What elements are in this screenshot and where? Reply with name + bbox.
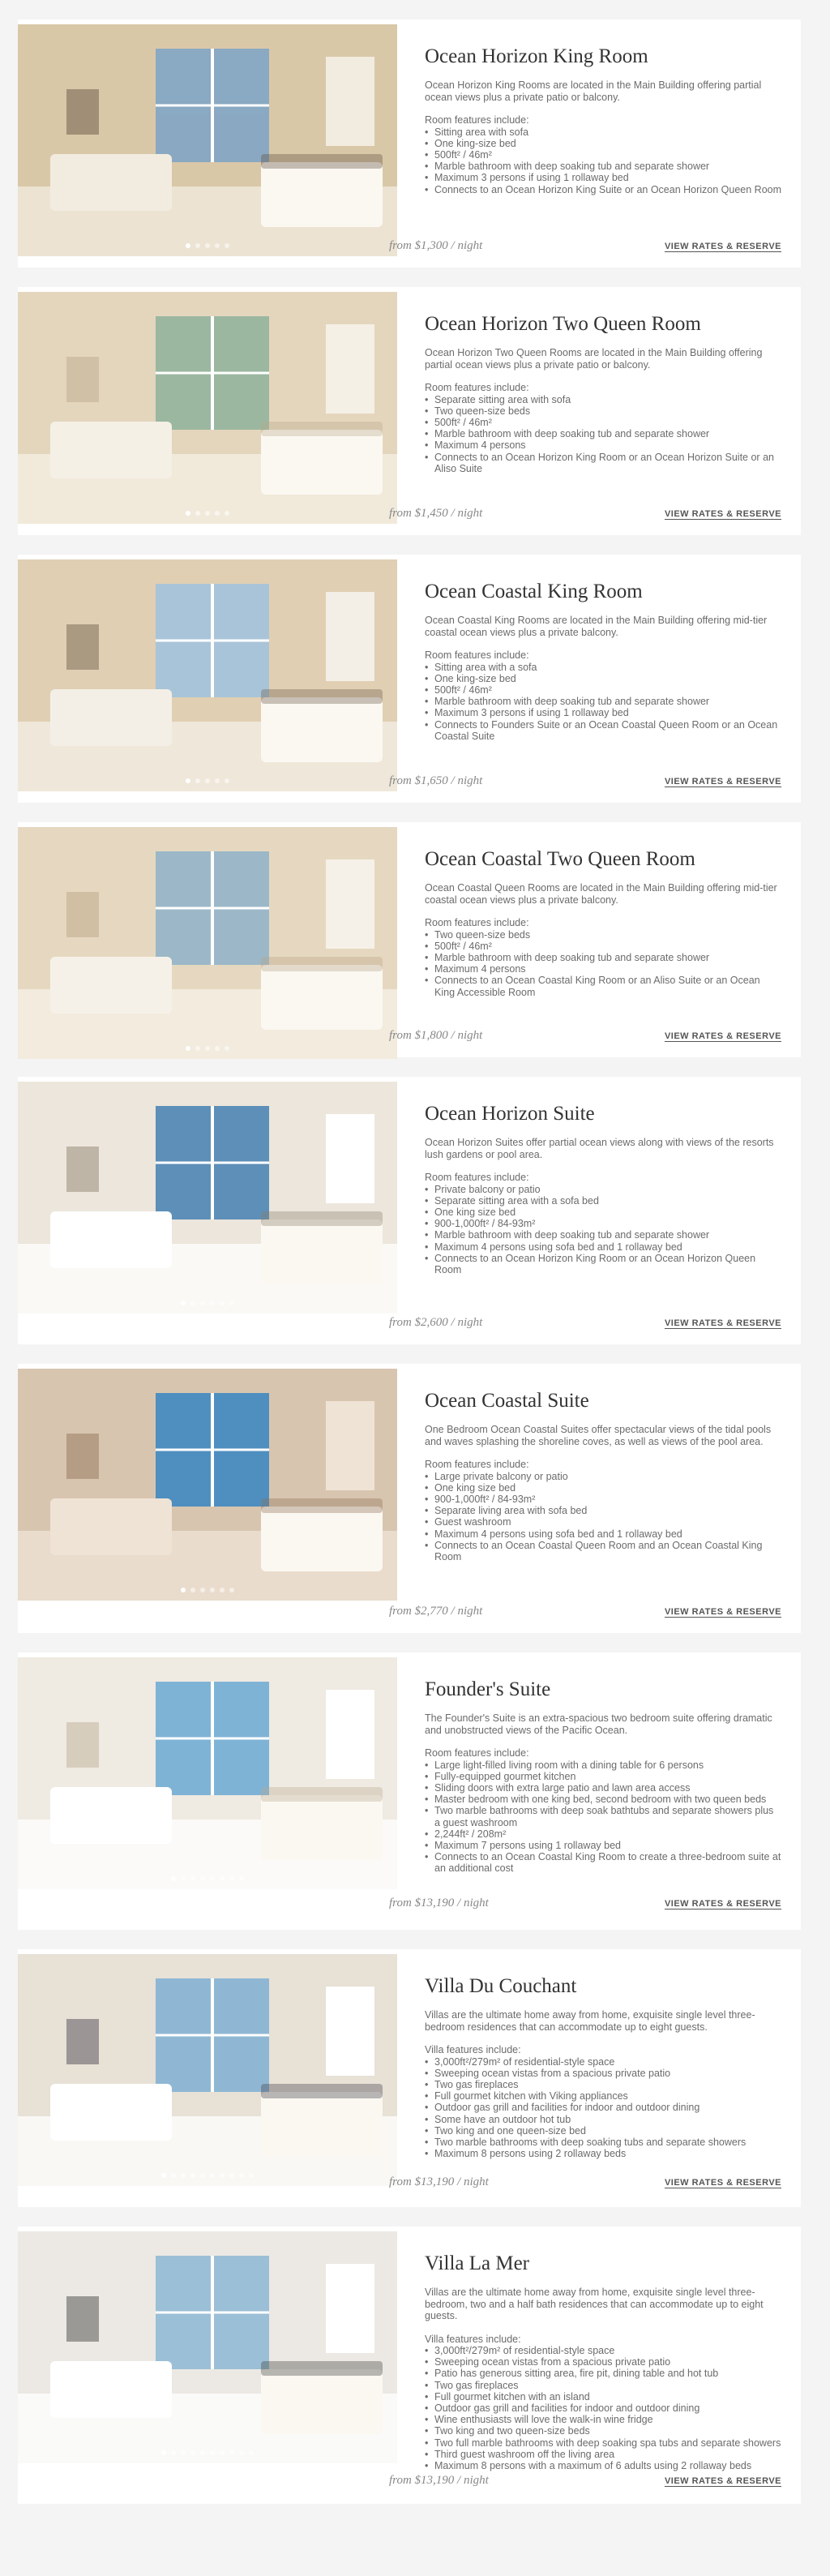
view-rates-reserve-link[interactable]: VIEW RATES & RESERVE — [664, 508, 781, 519]
room-photo[interactable] — [18, 24, 397, 256]
room-description: Villas are the ultimate home away from home, exquisite single level three-bedroom, two and a half bath residences that can accommodate up to eight guests. — [425, 2287, 764, 2321]
feature-item: • Two king and two queen-size beds — [425, 2425, 781, 2437]
room-details — [389, 1652, 801, 1930]
room-gallery[interactable] — [18, 1949, 397, 2207]
carousel-dot[interactable] — [229, 2173, 234, 2178]
room-list — [0, 19, 830, 2504]
carousel-dot[interactable] — [249, 2450, 254, 2455]
carousel-dot[interactable] — [190, 1301, 195, 1305]
feature-item: • Two gas fireplaces — [425, 2079, 781, 2090]
room-details — [389, 1949, 801, 2207]
carousel-dots[interactable] — [18, 1301, 397, 1305]
room-title: Villa La Mer — [425, 2252, 530, 2274]
room-price: from $1,800 / night — [389, 1029, 483, 1042]
carousel-dot[interactable] — [210, 1588, 215, 1592]
view-rates-reserve-link[interactable]: VIEW RATES & RESERVE — [664, 1031, 781, 1041]
room-description: The Founder's Suite is an extra-spacious two bedroom suite offering dramatic and unobstructed views of the Pacific Ocean. — [425, 1712, 772, 1736]
room-price: from $1,300 / night — [389, 239, 483, 252]
room-description: Ocean Coastal Queen Rooms are located in the Main Building offering mid-tier coastal ocean views plus a private balcony. — [425, 882, 777, 906]
feature-item: • Marble bathroom with deep soaking tub and separate shower — [425, 696, 781, 707]
carousel-dot[interactable] — [225, 1046, 229, 1051]
carousel-dot[interactable] — [200, 1876, 205, 1881]
room-photo[interactable] — [18, 1082, 397, 1314]
room-details — [389, 19, 801, 268]
room-photo-illustration — [18, 2231, 397, 2463]
feature-item: • Wine enthusiasts will love the walk-in wine fridge — [425, 2414, 781, 2425]
carousel-dot[interactable] — [190, 2173, 195, 2178]
carousel-dot[interactable] — [215, 778, 220, 783]
features-list — [425, 1471, 781, 1563]
carousel-dots[interactable] — [18, 1046, 397, 1051]
carousel-dot[interactable] — [161, 2173, 166, 2178]
feature-item: • Two king and one queen-size bed — [425, 2125, 781, 2137]
feature-item: • Maximum 8 persons using 2 rollaway beds — [425, 2148, 781, 2159]
features-heading: Room features include: — [425, 1747, 529, 1759]
carousel-dot[interactable] — [195, 778, 200, 783]
feature-item: • Large light-filled living room with a dining table for 6 persons — [425, 1759, 781, 1771]
feature-item: • 500ft² / 46m² — [425, 941, 781, 952]
features-list — [425, 2345, 781, 2471]
room-footer — [389, 1029, 801, 1043]
room-footer — [389, 2175, 801, 2189]
room-photo-illustration — [18, 1082, 397, 1314]
feature-item: • Sitting area with a sofa — [425, 662, 781, 673]
room-photo[interactable] — [18, 1369, 397, 1601]
room-card — [18, 1949, 801, 2207]
feature-item: • Maximum 7 persons using 1 rollaway bed — [425, 1840, 781, 1851]
feature-item: • Separate sitting area with sofa — [425, 394, 781, 405]
feature-item: • Maximum 3 persons if using 1 rollaway bed — [425, 172, 781, 183]
carousel-dot[interactable] — [200, 1588, 205, 1592]
feature-item: • Guest washroom — [425, 1516, 781, 1528]
carousel-dot[interactable] — [210, 1876, 215, 1881]
feature-item: • Separate sitting area with a sofa bed — [425, 1195, 781, 1207]
features-heading: Villa features include: — [425, 2333, 521, 2345]
feature-item: • Outdoor gas grill and facilities for indoor and outdoor dining — [425, 2402, 781, 2414]
room-details — [389, 287, 801, 535]
room-price: from $2,770 / night — [389, 1605, 483, 1618]
feature-item: • Private balcony or patio — [425, 1184, 781, 1195]
room-footer — [389, 2474, 801, 2488]
carousel-dot[interactable] — [220, 1876, 225, 1881]
feature-item: • Maximum 4 persons — [425, 439, 781, 451]
room-price: from $13,190 / night — [389, 2474, 489, 2487]
feature-item: • Two marble bathrooms with deep soak bathtubs and separate showers plus a guest washroom — [425, 1805, 781, 1828]
carousel-dot[interactable] — [195, 1046, 200, 1051]
feature-item: • Third guest washroom off the living area — [425, 2449, 781, 2460]
room-photo[interactable] — [18, 559, 397, 791]
carousel-dot[interactable] — [210, 2173, 215, 2178]
room-price: from $13,190 / night — [389, 1897, 489, 1909]
feature-item: • Marble bathroom with deep soaking tub and separate shower — [425, 952, 781, 963]
carousel-dot[interactable] — [229, 2450, 234, 2455]
room-gallery[interactable] — [18, 1364, 397, 1633]
room-description: Ocean Horizon Suites offer partial ocean views along with views of the resorts lush gardens or pool area. — [425, 1137, 774, 1160]
room-price: from $13,190 / night — [389, 2175, 489, 2188]
view-rates-reserve-link[interactable]: VIEW RATES & RESERVE — [664, 776, 781, 787]
features-list — [425, 394, 781, 474]
view-rates-reserve-link[interactable]: VIEW RATES & RESERVE — [664, 1606, 781, 1617]
feature-item: • Full gourmet kitchen with Viking appliances — [425, 2090, 781, 2102]
features-list — [425, 929, 781, 998]
room-gallery[interactable] — [18, 287, 397, 535]
view-rates-reserve-link[interactable]: VIEW RATES & RESERVE — [664, 1898, 781, 1909]
carousel-dot[interactable] — [210, 2450, 215, 2455]
feature-item: • Patio has generous sitting area, fire pit, dining table and hot tub — [425, 2368, 781, 2379]
carousel-dot[interactable] — [229, 1588, 234, 1592]
carousel-dot[interactable] — [200, 1301, 205, 1305]
feature-item: • Fully-equipped gourmet kitchen — [425, 1771, 781, 1782]
carousel-dot[interactable] — [190, 1588, 195, 1592]
carousel-dots[interactable] — [18, 1588, 397, 1592]
room-details — [389, 2227, 801, 2504]
carousel-dots[interactable] — [18, 2173, 397, 2178]
room-title: Ocean Coastal Suite — [425, 1390, 589, 1412]
room-card — [18, 287, 801, 535]
feature-item: • Connects to an Ocean Coastal Queen Room and an Ocean Coastal King Room — [425, 1540, 781, 1562]
room-photo[interactable] — [18, 292, 397, 524]
room-photo-illustration — [18, 1954, 397, 2186]
feature-item: • 3,000ft²/279m² of residential-style space — [425, 2056, 781, 2068]
feature-item: • Maximum 4 persons using sofa bed and 1 rollaway bed — [425, 1241, 781, 1253]
room-price: from $1,650 / night — [389, 774, 483, 787]
feature-item: • Sweeping ocean vistas from a spacious private patio — [425, 2356, 781, 2368]
carousel-dot[interactable] — [225, 243, 229, 248]
carousel-dot[interactable] — [220, 1301, 225, 1305]
feature-item: • 900-1,000ft² / 84-93m² — [425, 1494, 781, 1505]
room-card — [18, 1077, 801, 1344]
feature-item: • Two gas fireplaces — [425, 2380, 781, 2391]
carousel-dots[interactable] — [18, 243, 397, 248]
features-list — [425, 2056, 781, 2160]
feature-item: • One king-size bed — [425, 138, 781, 149]
features-heading: Room features include: — [425, 917, 529, 928]
features-list — [425, 662, 781, 742]
room-gallery[interactable] — [18, 822, 397, 1057]
feature-item: • Master bedroom with one king bed, second bedroom with two queen beds — [425, 1794, 781, 1805]
carousel-dot[interactable] — [171, 2450, 176, 2455]
room-details — [389, 555, 801, 803]
feature-item: • Sweeping ocean vistas from a spacious private patio — [425, 2068, 781, 2079]
feature-item: • Marble bathroom with deep soaking tub and separate shower — [425, 161, 781, 172]
room-footer — [389, 1897, 801, 1910]
carousel-dot[interactable] — [200, 2173, 205, 2178]
feature-item: • Connects to an Ocean Horizon King Room or an Ocean Horizon Queen Room — [425, 1253, 781, 1275]
room-photo[interactable] — [18, 1657, 397, 1889]
feature-item: • 2,244ft² / 208m² — [425, 1828, 781, 1840]
room-footer — [389, 1316, 801, 1330]
room-photo-illustration — [18, 827, 397, 1059]
room-card — [18, 2227, 801, 2504]
room-price: from $1,450 / night — [389, 507, 483, 520]
room-photo-illustration — [18, 1657, 397, 1889]
features-list — [425, 1759, 781, 1875]
view-rates-reserve-link[interactable]: VIEW RATES & RESERVE — [664, 241, 781, 251]
features-heading: Room features include: — [425, 114, 529, 126]
features-heading: Room features include: — [425, 1459, 529, 1470]
room-description: Ocean Coastal King Rooms are located in the Main Building offering mid-tier coastal ocean views plus a private balcony. — [425, 615, 768, 638]
carousel-dot[interactable] — [181, 1876, 186, 1881]
view-rates-reserve-link[interactable]: VIEW RATES & RESERVE — [664, 2177, 781, 2188]
carousel-dot[interactable] — [190, 2450, 195, 2455]
carousel-dot[interactable] — [205, 1046, 210, 1051]
room-photo-illustration — [18, 559, 397, 791]
feature-item: • Outdoor gas grill and facilities for indoor and outdoor dining — [425, 2102, 781, 2113]
carousel-dot[interactable] — [205, 243, 210, 248]
room-footer — [389, 774, 801, 788]
carousel-dot[interactable] — [215, 511, 220, 516]
carousel-dot[interactable] — [161, 2450, 166, 2455]
carousel-dot[interactable] — [249, 2173, 254, 2178]
carousel-dot[interactable] — [181, 2173, 186, 2178]
feature-item: • One king size bed — [425, 1207, 781, 1218]
feature-item: • Connects to Founders Suite or an Ocean Coastal Queen Room or an Ocean Coastal Suite — [425, 719, 781, 742]
carousel-dot[interactable] — [186, 778, 190, 783]
carousel-dot[interactable] — [195, 511, 200, 516]
feature-item: • Maximum 4 persons using sofa bed and 1 rollaway bed — [425, 1528, 781, 1540]
carousel-dot[interactable] — [181, 2450, 186, 2455]
features-heading: Villa features include: — [425, 2044, 521, 2055]
room-details — [389, 822, 801, 1057]
room-gallery[interactable] — [18, 2227, 397, 2504]
carousel-dot[interactable] — [190, 1876, 195, 1881]
carousel-dot[interactable] — [229, 1876, 234, 1881]
room-card — [18, 822, 801, 1057]
room-gallery[interactable] — [18, 555, 397, 803]
carousel-dot[interactable] — [181, 1588, 186, 1592]
carousel-dot[interactable] — [205, 778, 210, 783]
carousel-dot[interactable] — [186, 511, 190, 516]
room-card — [18, 1364, 801, 1633]
features-heading: Room features include: — [425, 649, 529, 661]
carousel-dot[interactable] — [186, 1046, 190, 1051]
feature-item: • 900-1,000ft² / 84-93m² — [425, 1218, 781, 1229]
feature-item: • Connects to an Ocean Horizon King Room or an Ocean Horizon Suite or an Aliso Suite — [425, 452, 781, 474]
feature-item: • Maximum 8 persons with a maximum of 6 adults using 2 rollaway beds — [425, 2460, 781, 2471]
room-photo[interactable] — [18, 2231, 397, 2463]
feature-item: • Some have an outdoor hot tub — [425, 2114, 781, 2125]
room-title: Ocean Horizon King Room — [425, 45, 648, 67]
feature-item: • Two full marble bathrooms with deep soaking spa tubs and separate showers — [425, 2437, 781, 2449]
room-title: Ocean Horizon Suite — [425, 1103, 595, 1125]
room-card — [18, 1652, 801, 1930]
feature-item: • Two marble bathrooms with deep soaking tubs and separate showers — [425, 2137, 781, 2148]
room-description: One Bedroom Ocean Coastal Suites offer spectacular views of the tidal pools and waves splashing the shoreline coves, as well as views of the pool area. — [425, 1424, 772, 1447]
room-title: Founder's Suite — [425, 1678, 551, 1700]
feature-item: • Two queen-size beds — [425, 929, 781, 941]
room-details — [389, 1364, 801, 1633]
room-description: Ocean Horizon King Rooms are located in the Main Building offering partial ocean views plus a private patio or balcony. — [425, 79, 762, 103]
features-list — [425, 1184, 781, 1276]
room-card — [18, 555, 801, 803]
feature-item: • 3,000ft²/279m² of residential-style space — [425, 2345, 781, 2356]
carousel-dot[interactable] — [215, 243, 220, 248]
carousel-dot[interactable] — [225, 778, 229, 783]
carousel-dot[interactable] — [225, 511, 229, 516]
room-footer — [389, 1605, 801, 1618]
carousel-dot[interactable] — [220, 2173, 225, 2178]
carousel-dot[interactable] — [239, 2450, 244, 2455]
room-title: Ocean Coastal Two Queen Room — [425, 848, 695, 870]
feature-item: • Two queen-size beds — [425, 405, 781, 417]
room-gallery[interactable] — [18, 19, 397, 268]
room-description: Villas are the ultimate home away from home, exquisite single level three-bedroom residences that can accommodate up to eight guests. — [425, 2009, 755, 2033]
room-gallery[interactable] — [18, 1652, 397, 1930]
room-gallery[interactable] — [18, 1077, 397, 1344]
feature-item: • Separate living area with sofa bed — [425, 1505, 781, 1516]
feature-item: • 500ft² / 46m² — [425, 417, 781, 428]
feature-item: • Connects to an Ocean Coastal King Room to create a three-bedroom suite at an additional cost — [425, 1851, 781, 1874]
feature-item: • Connects to an Ocean Horizon King Suite or an Ocean Horizon Queen Room — [425, 184, 781, 195]
carousel-dots[interactable] — [18, 778, 397, 783]
feature-item: • One king-size bed — [425, 673, 781, 684]
feature-item: • Maximum 3 persons if using 1 rollaway bed — [425, 707, 781, 718]
view-rates-reserve-link[interactable]: VIEW RATES & RESERVE — [664, 2475, 781, 2486]
feature-item: • Large private balcony or patio — [425, 1471, 781, 1482]
carousel-dot[interactable] — [195, 243, 200, 248]
room-footer — [389, 507, 801, 521]
carousel-dot[interactable] — [171, 1876, 176, 1881]
carousel-dots[interactable] — [18, 511, 397, 516]
carousel-dots[interactable] — [18, 2450, 397, 2455]
room-title: Villa Du Couchant — [425, 1975, 577, 1997]
feature-item: • Sitting area with sofa — [425, 126, 781, 138]
view-rates-reserve-link[interactable]: VIEW RATES & RESERVE — [664, 1318, 781, 1328]
room-card — [18, 19, 801, 268]
feature-item: • 500ft² / 46m² — [425, 149, 781, 161]
room-title: Ocean Coastal King Room — [425, 581, 643, 602]
feature-item: • 500ft² / 46m² — [425, 684, 781, 696]
carousel-dot[interactable] — [186, 243, 190, 248]
carousel-dots[interactable] — [18, 1876, 397, 1881]
feature-item: • Full gourmet kitchen with an island — [425, 2391, 781, 2402]
room-photo-illustration — [18, 24, 397, 256]
carousel-dot[interactable] — [200, 2450, 205, 2455]
room-title: Ocean Horizon Two Queen Room — [425, 313, 701, 335]
room-price: from $2,600 / night — [389, 1316, 483, 1329]
room-photo-illustration — [18, 292, 397, 524]
features-heading: Room features include: — [425, 382, 529, 393]
room-footer — [389, 239, 801, 253]
feature-item: • Marble bathroom with deep soaking tub and separate shower — [425, 428, 781, 439]
carousel-dot[interactable] — [220, 1588, 225, 1592]
feature-item: • Marble bathroom with deep soaking tub and separate shower — [425, 1229, 781, 1241]
carousel-dot[interactable] — [239, 2173, 244, 2178]
carousel-dot[interactable] — [239, 1876, 244, 1881]
feature-item: • One king size bed — [425, 1482, 781, 1494]
carousel-dot[interactable] — [181, 1301, 186, 1305]
feature-item: • Sliding doors with extra large patio and lawn area access — [425, 1782, 781, 1794]
features-list — [425, 126, 781, 195]
room-details — [389, 1077, 801, 1344]
features-heading: Room features include: — [425, 1172, 529, 1183]
carousel-dot[interactable] — [215, 1046, 220, 1051]
feature-item: • Maximum 4 persons — [425, 963, 781, 975]
carousel-dot[interactable] — [210, 1301, 215, 1305]
carousel-dot[interactable] — [205, 511, 210, 516]
feature-item: • Connects to an Ocean Coastal King Room or an Aliso Suite or an Ocean King Accessible Room — [425, 975, 781, 997]
room-photo[interactable] — [18, 1954, 397, 2186]
room-photo[interactable] — [18, 827, 397, 1059]
room-description: Ocean Horizon Two Queen Rooms are located in the Main Building offering partial ocean views plus a private patio or balcony. — [425, 347, 763, 371]
room-photo-illustration — [18, 1369, 397, 1601]
carousel-dot[interactable] — [229, 1301, 234, 1305]
carousel-dot[interactable] — [171, 2173, 176, 2178]
carousel-dot[interactable] — [220, 2450, 225, 2455]
